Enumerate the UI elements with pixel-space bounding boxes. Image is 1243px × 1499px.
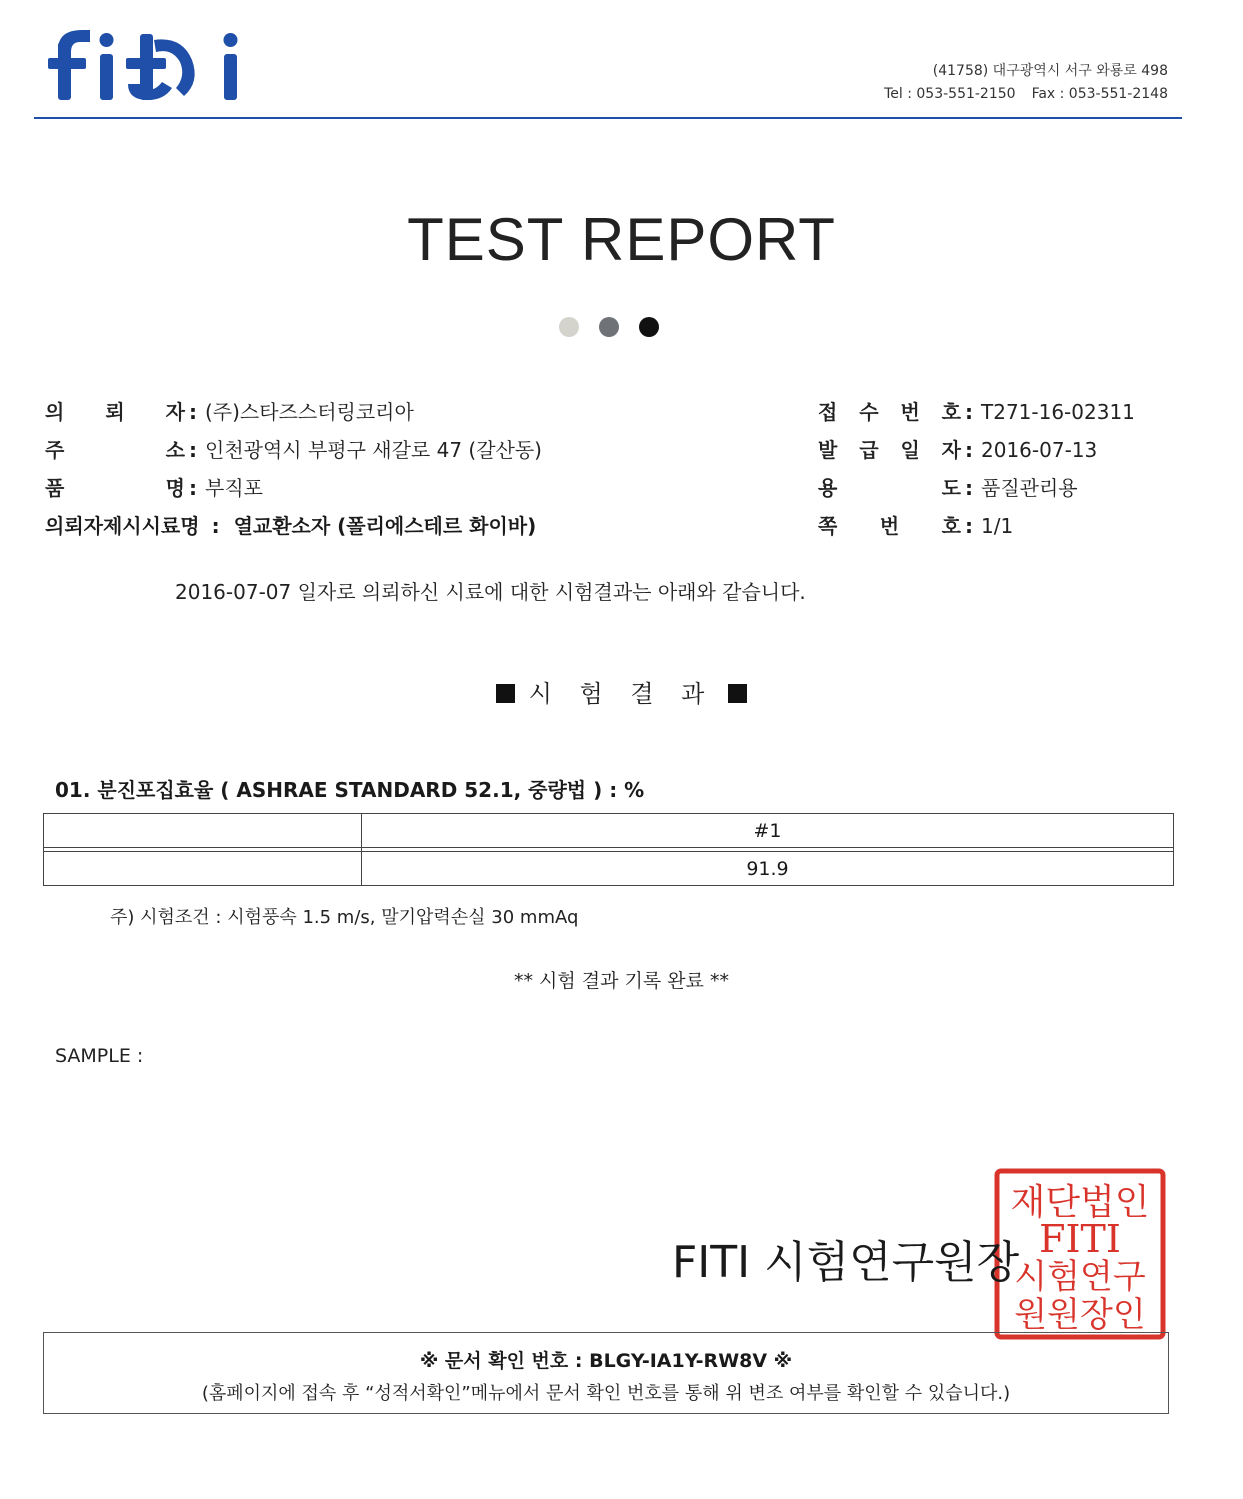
header-tel: Tel : 053-551-2150 bbox=[884, 86, 1016, 102]
info-purpose: 용 도 : 품질관리용 bbox=[818, 472, 1078, 501]
info-value: 열교환소자 (폴리에스테르 화이바) bbox=[233, 514, 537, 538]
info-requester: 의 뢰 자 : (주)스타즈스터링코리아 bbox=[45, 396, 414, 425]
header-divider bbox=[34, 117, 1182, 119]
square-bullet-icon bbox=[728, 684, 747, 703]
table-cell bbox=[44, 852, 362, 886]
svg-text:FITI: FITI bbox=[1039, 1217, 1121, 1261]
info-address: 주 소 : 인천광역시 부평구 새갈로 47 (갈산동) bbox=[45, 434, 542, 463]
info-page-no: 쪽 번 호 : 1/1 bbox=[818, 510, 1013, 539]
verification-number: ※ 문서 확인 번호 : BLGY-IA1Y-RW8V ※ bbox=[419, 1350, 793, 1372]
info-label: 의 뢰 자 bbox=[45, 400, 185, 424]
table-row bbox=[44, 852, 1174, 886]
info-label: 쪽 번 호 bbox=[818, 514, 961, 538]
header-address: (41758) 대구광역시 서구 와룡로 498 bbox=[932, 63, 1168, 79]
info-value: 품질관리용 bbox=[981, 476, 1078, 500]
table-cell bbox=[44, 814, 362, 848]
header-fax: Fax : 053-551-2148 bbox=[1031, 86, 1168, 102]
section-title: 시 험 결 과 bbox=[0, 674, 1243, 709]
info-label: 용 도 bbox=[818, 476, 961, 500]
square-bullet-icon bbox=[496, 684, 515, 703]
info-product: 품 명 : 부직포 bbox=[45, 472, 263, 501]
table-header-cell: #1 bbox=[362, 814, 1174, 848]
end-of-results-mark: ** 시험 결과 기록 완료 ** bbox=[513, 970, 730, 992]
svg-text:시험연구: 시험연구 bbox=[1014, 1257, 1146, 1297]
intro-text: 2016-07-07 일자로 의뢰하신 시료에 대한 시험결과는 아래와 같습니다. bbox=[175, 580, 806, 604]
svg-text:재단법인: 재단법인 bbox=[1010, 1182, 1150, 1223]
decorative-dots bbox=[558, 316, 668, 338]
table-header-row bbox=[44, 814, 1174, 848]
info-value: 인천광역시 부평구 새갈로 47 (갈산동) bbox=[205, 438, 542, 462]
info-label: 발 급 일 자 bbox=[818, 438, 961, 462]
info-label: 주 소 bbox=[45, 438, 185, 462]
table-value-cell: 91.9 bbox=[362, 852, 1174, 886]
info-value: 2016-07-13 bbox=[981, 438, 1098, 462]
info-value: (주)스타즈스터링코리아 bbox=[205, 400, 414, 424]
header-contact bbox=[884, 86, 1168, 102]
info-value: T271-16-02311 bbox=[981, 400, 1135, 424]
results-table bbox=[43, 813, 1174, 886]
fiti-logo bbox=[44, 24, 254, 104]
report-title: TEST REPORT bbox=[407, 206, 836, 273]
info-receipt-no: 접 수 번 호 : T271-16-02311 bbox=[818, 396, 1135, 425]
info-value: 1/1 bbox=[981, 514, 1014, 538]
info-label: 의뢰자제시시료명 bbox=[45, 514, 200, 538]
issuer-signature: FITI 시험연구원장 bbox=[672, 1237, 1020, 1288]
info-value: 부직포 bbox=[205, 476, 263, 500]
verification-box bbox=[43, 1332, 1169, 1414]
svg-text:원원장인: 원원장인 bbox=[1014, 1295, 1146, 1335]
test-item-title: 01. 분진포집효율 ( ASHRAE STANDARD 52.1, 중량법 ) : % bbox=[55, 778, 645, 802]
sample-label: SAMPLE : bbox=[55, 1045, 144, 1067]
info-issue-date: 발 급 일 자 : 2016-07-13 bbox=[818, 434, 1097, 463]
official-seal bbox=[994, 1168, 1166, 1340]
info-sample-name: 의뢰자제시시료명 : 열교환소자 (폴리에스테르 화이바) bbox=[45, 510, 536, 539]
info-label: 접 수 번 호 bbox=[818, 400, 961, 424]
test-conditions-note: 주) 시험조건 : 시험풍속 1.5 m/s, 말기압력손실 30 mmAq bbox=[110, 907, 579, 928]
verification-note: (홈페이지에 접속 후 “성적서확인”메뉴에서 문서 확인 번호를 통해 위 변조 여부를 확인할 수 있습니다.) bbox=[201, 1383, 1011, 1404]
info-label: 품 명 bbox=[45, 476, 185, 500]
